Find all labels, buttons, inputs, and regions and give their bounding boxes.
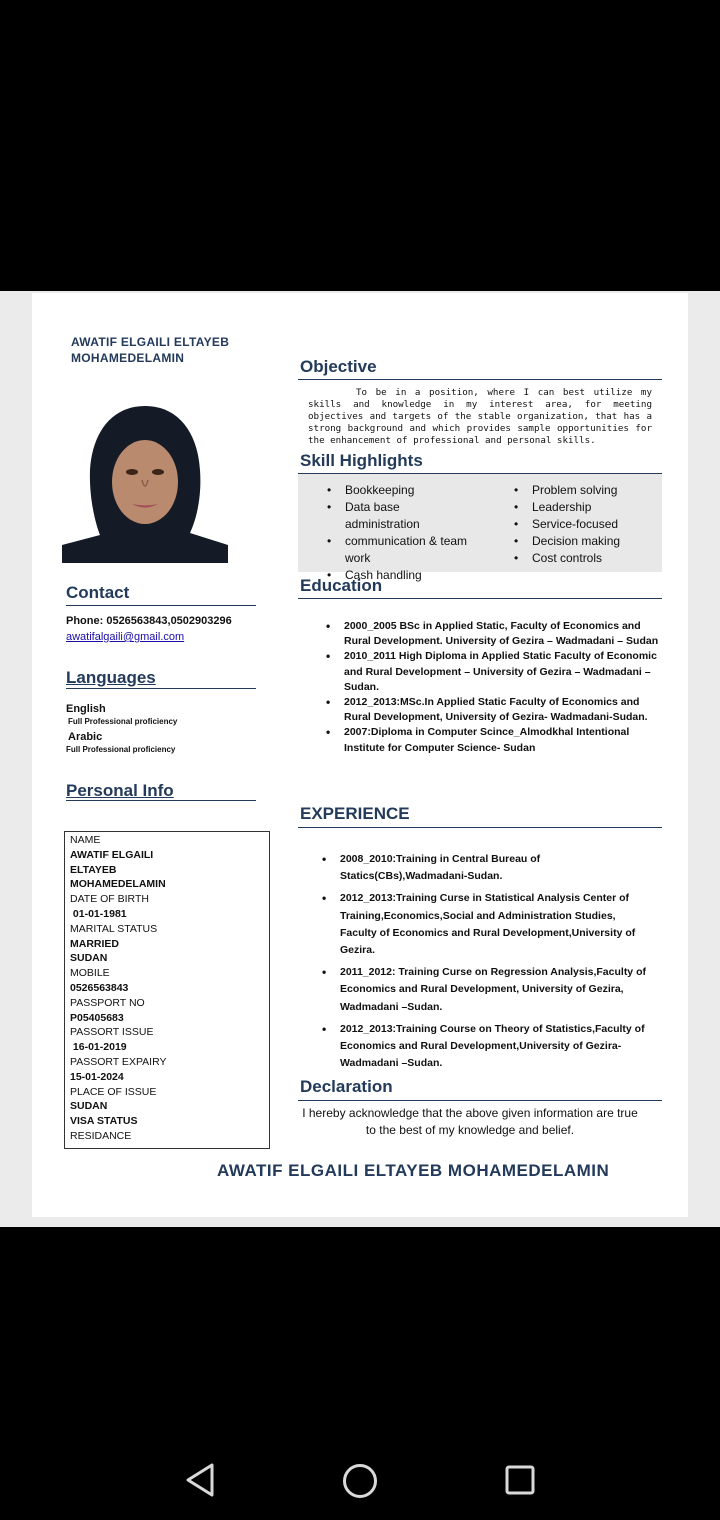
personal-field-value: 15-01-2024 [70, 1070, 124, 1083]
skills-box [298, 474, 662, 582]
skill-item: • Bookkeeping [325, 482, 475, 499]
education-rule [298, 598, 662, 599]
experience-list [320, 851, 650, 1077]
education-list [324, 619, 669, 756]
experience-item: • 2012_2013:Training Curse in Statistical Analysis Center of Training,Economics,Social and Administration Studies, Faculty of Economics and Rural Development,University of Gezira. [320, 890, 650, 959]
declaration-heading: Declaration [300, 1077, 393, 1096]
personal-field-value: MARRIED [70, 937, 119, 950]
experience-item: • 2011_2012: Training Curse on Regression Analysis,Faculty of Economics and Rural Development, University of Gezira, Wadmadani –Sudan. [320, 964, 650, 1016]
recents-square-icon[interactable] [505, 1465, 535, 1495]
profile-photo [62, 400, 228, 563]
declaration-rule [298, 1100, 662, 1101]
personal-field-value: 0526563843 [70, 981, 129, 994]
personal-field-label: RESIDANCE [70, 1129, 132, 1142]
contact-phone: Phone: 0526563843,0502903296 [66, 615, 232, 627]
personal-field-value: MOHAMEDELAMIN [70, 878, 166, 891]
languages-list [66, 702, 177, 755]
skills-heading: Skill Highlights [300, 451, 423, 470]
personal-field-label: PASSORT EXPAIRY [70, 1055, 167, 1068]
personal-field-value: 01-01-1981 [70, 907, 127, 920]
personal-field-label: PASSORT ISSUE [70, 1026, 154, 1039]
language-name: Arabic [68, 731, 103, 743]
footer-name: AWATIF ELGAILI ELTAYEB MOHAMEDELAMIN [217, 1161, 610, 1180]
language-name: English [66, 703, 106, 715]
education-item: • 2007:Diploma in Computer Scince_Almodkhal Intentional Institute for Computer Science- Sudan [324, 725, 669, 755]
education-heading: Education [300, 576, 383, 595]
skill-item: • communication & team work [325, 533, 475, 567]
resume-name-header [71, 334, 229, 366]
name-line-2: MOHAMEDELAMIN [71, 351, 185, 365]
personal-field-label: PLACE OF ISSUE [70, 1085, 157, 1098]
personal-field-value: AWATIF ELGAILI [70, 848, 154, 861]
skill-item: • Problem solving [512, 482, 652, 499]
personal-info-box [64, 831, 270, 1149]
contact-rule [66, 605, 256, 606]
personal-info-rule [66, 800, 256, 801]
personal-field-label: NAME [70, 834, 101, 846]
experience-rule [298, 827, 662, 828]
languages-rule [66, 688, 256, 689]
skill-item: • Service-focused [512, 516, 652, 533]
language-level: Full Professional proficiency [66, 745, 176, 754]
contact-email-link[interactable]: awatifalgaili@gmail.com [66, 631, 185, 643]
education-item: • 2012_2013:MSc.In Applied Static Faculty of Economics and Rural Development, University of Gezira- Wadmadani-Sudan. [324, 695, 669, 725]
personal-field-value: SUDAN [70, 952, 108, 965]
personal-field-value: VISA STATUS [70, 1115, 138, 1128]
objective-text: To be in a position, where I can best utilize my skills and knowledge in my interest area, for meeting objectives and targets of the stable organization, that has a strong background and which provides sample opportunities for the enhancement of professional and personal skills. [308, 387, 652, 446]
experience-item: • 2008_2010:Training in Central Bureau of Statics(CBs),Wadmadani-Sudan. [320, 851, 650, 885]
personal-field-label: PASSPORT NO [70, 996, 145, 1009]
system-navigation-bar [0, 1420, 720, 1520]
personal-field-label: MOBILE [70, 967, 110, 980]
declaration-text: I hereby acknowledge that the above given information are true to the best of my knowledge and belief. [302, 1106, 638, 1137]
skill-item: • Data base administration [325, 499, 475, 533]
skills-list-right [512, 482, 652, 567]
personal-field-value: ELTAYEB [70, 863, 117, 876]
education-item: • 2010_2011 High Diploma in Applied Static Faculty of Economic and Rural Development – University of Gezira – Wadmadani –Sudan. [324, 649, 669, 695]
experience-heading: EXPERIENCE [300, 804, 410, 823]
personal-field-value: SUDAN [70, 1100, 108, 1113]
objective-heading: Objective [300, 357, 377, 376]
personal-field-label: MARITAL STATUS [70, 922, 158, 935]
experience-item: • 2012_2013:Training Course on Theory of Statistics,Faculty of Economics and Rural Development,University of Gezira-Wadmadani –Sudan. [320, 1021, 650, 1073]
objective-rule [298, 379, 662, 380]
languages-heading: Languages [66, 668, 156, 687]
skills-list-left [325, 482, 475, 584]
skill-item: • Cash handling [325, 567, 475, 584]
skill-item: • Leadership [512, 499, 652, 516]
home-circle-icon[interactable] [342, 1463, 378, 1499]
back-triangle-icon[interactable] [184, 1462, 216, 1498]
personal-field-value: 16-01-2019 [70, 1041, 127, 1054]
name-line-1: AWATIF ELGAILI ELTAYEB [71, 335, 230, 349]
skill-item: • Cost controls [512, 550, 652, 567]
resume-page[interactable] [32, 293, 688, 1217]
education-item: • 2000_2005 BSc in Applied Static, Faculty of Economics and Rural Development. University of Gezira – Wadmadani – Sudan [324, 619, 669, 649]
personal-info-heading: Personal Info [66, 781, 174, 800]
personal-field-label: DATE OF BIRTH [70, 893, 149, 906]
skill-item: • Decision making [512, 533, 652, 550]
contact-heading: Contact [66, 583, 130, 602]
language-level: Full Professional proficiency [68, 717, 178, 726]
personal-field-value: P05405683 [70, 1011, 124, 1024]
